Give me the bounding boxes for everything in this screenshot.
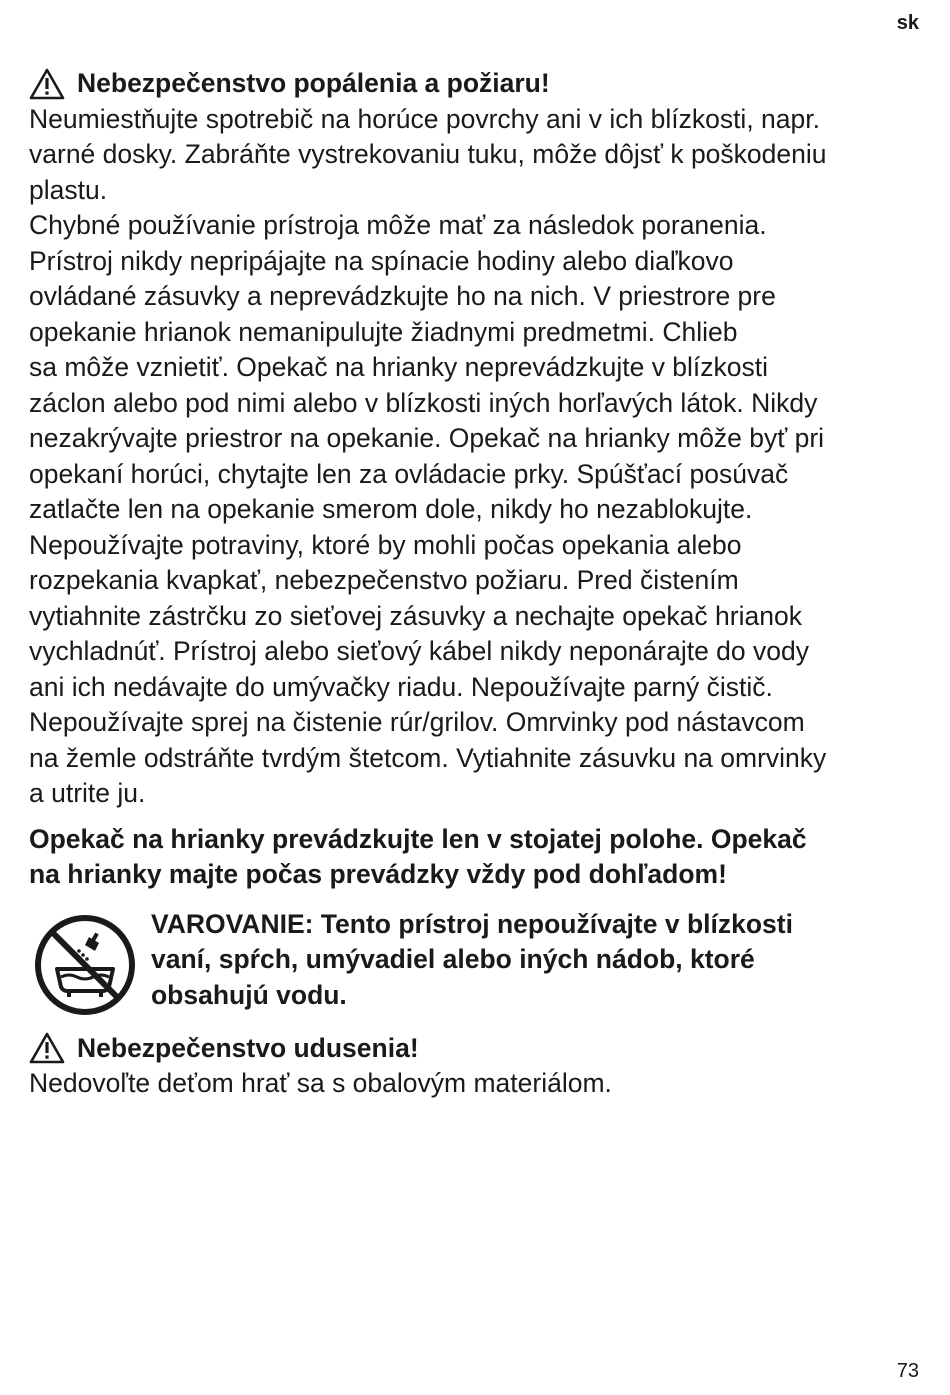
page-number: 73 bbox=[896, 1360, 919, 1382]
suffocation-heading bbox=[29, 1031, 924, 1067]
text-line: Nepoužívajte sprej na čistenie rúr/grilov. Omrvinky pod nástavcom bbox=[29, 707, 805, 737]
no-bath-icon bbox=[33, 913, 137, 1017]
text-line: na žemle odstráňte tvrdým štetcom. Vytiahnite zásuvku na omrvinky bbox=[29, 742, 827, 773]
water-warning-text bbox=[151, 907, 793, 1014]
text-line: ovládané zásuvky a neprevádzkujte ho na nich. V priestrore pre bbox=[29, 281, 776, 311]
text-line: varné dosky. Zabráňte vystrekovaniu tuku, môže dôjsť k poškodeniu bbox=[29, 139, 827, 169]
text-line: a utrite ju. bbox=[29, 778, 146, 808]
water-warning-block bbox=[29, 907, 924, 1017]
text-line: vytiahnite zástrčku zo sieťovej zásuvky a nechajte opekač hrianok bbox=[29, 600, 802, 631]
warning-triangle-icon bbox=[29, 68, 65, 100]
bold-line: Opekač na hrianky prevádzkujte len v stojatej polohe. Opekač bbox=[29, 823, 807, 854]
text-line: sa môže vznietiť. Opekač na hrianky neprevádzkujte v blízkosti bbox=[29, 352, 769, 382]
page-content bbox=[29, 66, 924, 1102]
text-line: Neumiestňujte spotrebič na horúce povrchy ani v ich blízkosti, napr. bbox=[29, 103, 820, 134]
text-line: záclon alebo pod nimi alebo v blízkosti iných horľavých látok. Nikdy bbox=[29, 387, 818, 418]
text-line: Nedovoľte deťom hrať sa s obalovým materiálom. bbox=[29, 1068, 612, 1098]
text-line: zatlačte len na opekanie smerom dole, nikdy ho nezablokujte. bbox=[29, 494, 753, 524]
text-line: rozpekania kvapkať, nebezpečenstvo požiaru. Pred čistením bbox=[29, 565, 739, 595]
text-line: opekaní horúci, chytajte len za ovládacie prky. Spúšťací posúvač bbox=[29, 458, 789, 489]
heading-text: Nebezpečenstvo udusenia! bbox=[77, 1032, 419, 1063]
text-line: Nepoužívajte potraviny, ktoré by mohli počas opekania alebo bbox=[29, 529, 742, 560]
language-code: sk bbox=[896, 12, 919, 34]
suffocation-section bbox=[29, 1031, 924, 1102]
burn-fire-hazard-body bbox=[29, 102, 924, 812]
text-line: vychladnúť. Prístroj alebo sieťový kábel nikdy neponárajte do vody bbox=[29, 636, 809, 666]
bold-line: na hrianky majte počas prevádzky vždy pod dohľadom! bbox=[29, 859, 727, 889]
burn-fire-hazard-heading bbox=[29, 66, 924, 102]
text-line: nezakrývajte priestror na opekanie. Opekač na hrianky môže byť pri bbox=[29, 423, 825, 453]
text-line: ani ich nedávajte do umývačky riadu. Nepoužívajte parný čistič. bbox=[29, 671, 773, 702]
warning-line: vaní, spŕch, umývadiel alebo iných nádob, ktoré bbox=[151, 944, 755, 974]
text-line: plastu. bbox=[29, 174, 108, 205]
text-line: opekanie hrianok nemanipulujte žiadnymi predmetmi. Chlieb bbox=[29, 316, 738, 347]
operation-note bbox=[29, 822, 924, 893]
warning-triangle-icon bbox=[29, 1032, 65, 1064]
heading-text: Nebezpečenstvo popálenia a požiaru! bbox=[77, 68, 550, 98]
warning-line: VAROVANIE: Tento prístroj nepoužívajte v blízkosti bbox=[151, 908, 793, 939]
text-line: Chybné používanie prístroja môže mať za následok poranenia. bbox=[29, 210, 767, 240]
warning-line: obsahujú vodu. bbox=[151, 979, 347, 1010]
text-line: Prístroj nikdy nepripájajte na spínacie hodiny alebo diaľkovo bbox=[29, 245, 734, 276]
